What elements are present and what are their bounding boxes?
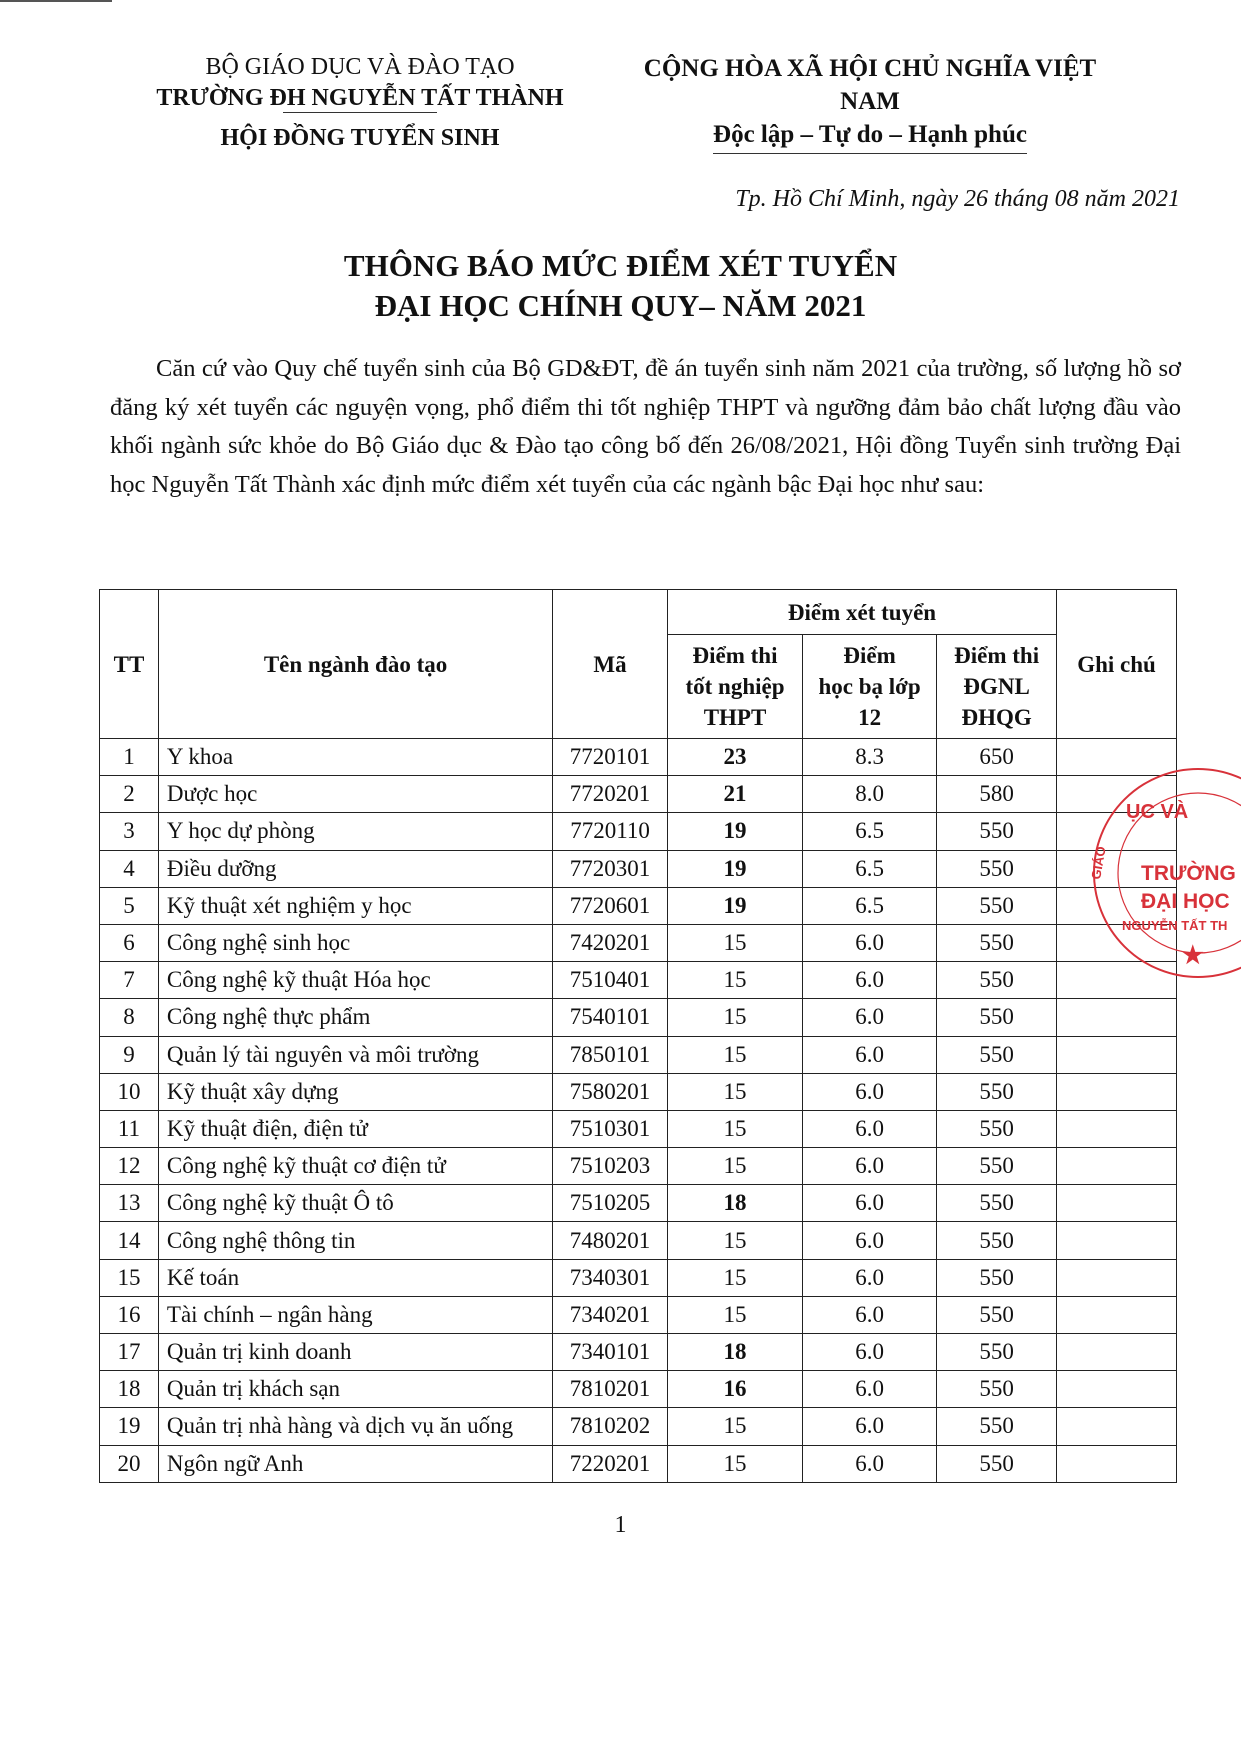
cell-dgnl-score: 550 [937,999,1057,1036]
cell-tt: 12 [100,1148,159,1185]
cell-thpt-score: 15 [667,1148,802,1185]
cell-program-name: Điều dưỡng [158,850,552,887]
cell-program-code: 7510203 [553,1148,668,1185]
cell-dgnl-score: 550 [937,1259,1057,1296]
cell-program-code: 7510205 [553,1185,668,1222]
cell-program-name: Công nghệ thực phẩm [158,999,552,1036]
cell-note [1057,1110,1177,1147]
cell-dgnl-score: 550 [937,1110,1057,1147]
title-line-2: ĐẠI HỌC CHÍNH QUY– NĂM 2021 [374,288,867,323]
cell-tt: 18 [100,1371,159,1408]
cell-program-code: 7540101 [553,999,668,1036]
cell-program-name: Y học dự phòng [158,813,552,850]
cell-thpt-score: 15 [667,1036,802,1073]
cell-thpt-score: 19 [667,813,802,850]
date-line: Tp. Hồ Chí Minh, ngày 26 tháng 08 năm 2021 [735,186,1180,212]
national-header [630,52,1110,154]
col-header-hocba-line: 12 [858,705,882,730]
cell-note [1057,1148,1177,1185]
cell-thpt-score: 15 [667,1073,802,1110]
cell-thpt-score: 19 [667,887,802,924]
cell-thpt-score: 15 [667,999,802,1036]
cell-thpt-score: 15 [667,924,802,961]
cell-thpt-score: 18 [667,1334,802,1371]
cell-program-code: 7510401 [553,962,668,999]
cell-note [1057,1185,1177,1222]
table-row [100,962,1177,999]
cell-tt: 5 [100,887,159,924]
cell-dgnl-score: 550 [937,850,1057,887]
cell-program-name: Dược học [158,776,552,813]
cell-note [1057,1408,1177,1445]
national-motto: Độc lập – Tự do – Hạnh phúc [713,118,1027,154]
cell-hocba-score: 6.0 [803,1110,937,1147]
cell-tt: 9 [100,1036,159,1073]
cell-program-name: Công nghệ sinh học [158,924,552,961]
table-row [100,850,1177,887]
col-header-name: Tên ngành đào tạo [158,590,552,739]
cell-tt: 3 [100,813,159,850]
cell-program-code: 7510301 [553,1110,668,1147]
seal-text-line-3: NGUYỄN TẤT TH [1122,918,1228,933]
cell-hocba-score: 6.0 [803,1334,937,1371]
cell-hocba-score: 6.0 [803,1408,937,1445]
cell-dgnl-score: 550 [937,1222,1057,1259]
col-header-note: Ghi chú [1057,590,1177,739]
council-name: HỘI ĐỒNG TUYỂN SINH [220,125,500,151]
col-header-thpt-line: Điểm thi [692,643,778,668]
cell-thpt-score: 15 [667,1296,802,1333]
cell-hocba-score: 6.5 [803,813,937,850]
cell-hocba-score: 6.0 [803,1073,937,1110]
cell-note [1057,1259,1177,1296]
cell-dgnl-score: 550 [937,1371,1057,1408]
cell-note [1057,1036,1177,1073]
col-header-tt: TT [100,590,159,739]
title-line-1: THÔNG BÁO MỨC ĐIỂM XÉT TUYỂN [343,248,898,283]
cell-thpt-score: 15 [667,1445,802,1482]
ministry-name: BỘ GIÁO DỤC VÀ ĐÀO TẠO [205,54,515,80]
cell-dgnl-score: 550 [937,1445,1057,1482]
cell-thpt-score: 15 [667,1259,802,1296]
table-row [100,1371,1177,1408]
table-row [100,1259,1177,1296]
col-header-dgnl-line: Điểm thi [954,643,1040,668]
cell-dgnl-score: 650 [937,739,1057,776]
cell-program-name: Kỹ thuật xét nghiệm y học [158,887,552,924]
cell-thpt-score: 15 [667,1408,802,1445]
cell-program-code: 7220201 [553,1445,668,1482]
cell-tt: 14 [100,1222,159,1259]
cell-program-name: Kế toán [158,1259,552,1296]
cell-note [1057,1445,1177,1482]
cell-program-code: 7340101 [553,1334,668,1371]
intro-paragraph: Căn cứ vào Quy chế tuyển sinh của Bộ GD&ĐT, đề án tuyển sinh năm 2021 của trường, số lượng hồ sơ đăng ký xét tuyển các nguyện vọng, phổ điểm thi tốt nghiệp THPT và ngưỡng đảm bảo chất lượng đầu vào khối ngành sức khỏe do Bộ Giáo dục & Đào tạo công bố đến 26/08/2021, Hội đồng Tuyển sinh trường Đại học Nguyễn Tất Thành xác định mức điểm xét tuyển của các ngành bậc Đại học như sau: [110,355,1181,498]
issuer-underline [283,112,437,113]
table-row [100,739,1177,776]
col-header-dgnl-line: ĐHQG [961,705,1032,730]
cell-note [1057,1296,1177,1333]
cell-thpt-score: 18 [667,1185,802,1222]
cell-hocba-score: 6.0 [803,924,937,961]
col-header-group: Điểm xét tuyển [667,590,1056,635]
table-row [100,999,1177,1036]
cell-program-name: Công nghệ kỹ thuật Ô tô [158,1185,552,1222]
cell-thpt-score: 15 [667,1110,802,1147]
cell-hocba-score: 6.0 [803,1036,937,1073]
cell-program-code: 7850101 [553,1036,668,1073]
cell-program-code: 7580201 [553,1073,668,1110]
table-row [100,1445,1177,1482]
cell-hocba-score: 6.0 [803,1371,937,1408]
cell-note [1057,1222,1177,1259]
scan-edge-line [0,0,112,2]
cell-tt: 1 [100,739,159,776]
table-row [100,1296,1177,1333]
table-row [100,1148,1177,1185]
cell-thpt-score: 23 [667,739,802,776]
cell-tt: 11 [100,1110,159,1147]
cell-dgnl-score: 580 [937,776,1057,813]
cell-hocba-score: 8.0 [803,776,937,813]
cell-thpt-score: 15 [667,962,802,999]
cell-note [1057,1073,1177,1110]
table-row [100,1408,1177,1445]
cell-program-name: Quản trị nhà hàng và dịch vụ ăn uống [158,1408,552,1445]
col-header-dgnl [937,635,1057,739]
page-number: 1 [614,1512,627,1538]
col-header-thpt-line: tốt nghiệp [685,674,785,699]
table-row [100,1185,1177,1222]
cell-program-code: 7720601 [553,887,668,924]
cell-thpt-score: 16 [667,1371,802,1408]
cell-tt: 19 [100,1408,159,1445]
cell-program-name: Quản trị khách sạn [158,1371,552,1408]
cell-thpt-score: 21 [667,776,802,813]
cell-tt: 20 [100,1445,159,1482]
cell-tt: 6 [100,924,159,961]
cell-hocba-score: 6.0 [803,1222,937,1259]
cell-hocba-score: 6.0 [803,1296,937,1333]
cell-program-code: 7810201 [553,1371,668,1408]
cell-program-name: Kỹ thuật điện, điện tử [158,1110,552,1147]
cell-hocba-score: 6.0 [803,962,937,999]
col-header-hocba [803,635,937,739]
col-header-thpt-line: THPT [703,705,767,730]
cell-program-name: Ngôn ngữ Anh [158,1445,552,1482]
cell-dgnl-score: 550 [937,1148,1057,1185]
cell-program-name: Quản lý tài nguyên và môi trường [158,1036,552,1073]
col-header-hocba-line: học bạ lớp [818,674,921,699]
issuer-block [140,52,580,154]
cell-tt: 15 [100,1259,159,1296]
cell-program-name: Tài chính – ngân hàng [158,1296,552,1333]
cell-program-name: Y khoa [158,739,552,776]
cell-tt: 8 [100,999,159,1036]
cell-tt: 10 [100,1073,159,1110]
table-row [100,887,1177,924]
cell-thpt-score: 19 [667,850,802,887]
cell-hocba-score: 6.5 [803,887,937,924]
cell-program-code: 7720201 [553,776,668,813]
seal-text-left: GIÁO [1088,845,1109,881]
cell-dgnl-score: 550 [937,813,1057,850]
cell-dgnl-score: 550 [937,887,1057,924]
cell-tt: 4 [100,850,159,887]
table-row [100,1110,1177,1147]
cell-program-code: 7420201 [553,924,668,961]
col-header-thpt [667,635,802,739]
cell-dgnl-score: 550 [937,1334,1057,1371]
seal-text-line-1: TRƯỜNG [1141,862,1236,885]
cell-program-name: Kỹ thuật xây dựng [158,1073,552,1110]
table-row [100,813,1177,850]
country-name: CỘNG HÒA XÃ HỘI CHỦ NGHĨA VIỆT NAM [643,55,1097,115]
cell-program-code: 7340201 [553,1296,668,1333]
table-row [100,1073,1177,1110]
table-row [100,924,1177,961]
cell-hocba-score: 8.3 [803,739,937,776]
table-row [100,1222,1177,1259]
university-name: TRƯỜNG ĐH NGUYỄN TẤT THÀNH [156,85,564,111]
cell-tt: 7 [100,962,159,999]
cell-program-code: 7720301 [553,850,668,887]
cell-program-name: Công nghệ kỹ thuật Hóa học [158,962,552,999]
table-body [100,739,1177,1483]
cell-dgnl-score: 550 [937,1296,1057,1333]
cell-dgnl-score: 550 [937,924,1057,961]
cell-program-code: 7720101 [553,739,668,776]
cell-dgnl-score: 550 [937,962,1057,999]
col-header-code: Mã [553,590,668,739]
cell-program-code: 7720110 [553,813,668,850]
document-title [0,246,1241,326]
seal-text-line-2: ĐẠI HỌC [1141,890,1230,913]
cell-dgnl-score: 550 [937,1073,1057,1110]
cell-dgnl-score: 550 [937,1408,1057,1445]
cell-program-name: Công nghệ thông tin [158,1222,552,1259]
cell-hocba-score: 6.0 [803,1185,937,1222]
cell-program-code: 7340301 [553,1259,668,1296]
cell-hocba-score: 6.5 [803,850,937,887]
table-row [100,776,1177,813]
cell-tt: 13 [100,1185,159,1222]
seal-star-icon: ★ [1182,942,1204,969]
cell-program-code: 7810202 [553,1408,668,1445]
cell-note [1057,1334,1177,1371]
school-seal-stamp [1086,760,1241,1010]
seal-text-top: ỤC VÀ [1126,801,1189,823]
cell-program-name: Quản trị kinh doanh [158,1334,552,1371]
table-row [100,1036,1177,1073]
cell-hocba-score: 6.0 [803,1445,937,1482]
cell-dgnl-score: 550 [937,1185,1057,1222]
cell-tt: 17 [100,1334,159,1371]
cell-hocba-score: 6.0 [803,1259,937,1296]
table-row [100,1334,1177,1371]
cell-note [1057,1371,1177,1408]
cell-dgnl-score: 550 [937,1036,1057,1073]
col-header-hocba-line: Điểm [843,643,896,668]
cell-hocba-score: 6.0 [803,999,937,1036]
cell-program-name: Công nghệ kỹ thuật cơ điện tử [158,1148,552,1185]
cell-hocba-score: 6.0 [803,1148,937,1185]
cell-tt: 2 [100,776,159,813]
cell-program-code: 7480201 [553,1222,668,1259]
cell-thpt-score: 15 [667,1222,802,1259]
cell-tt: 16 [100,1296,159,1333]
col-header-dgnl-line: ĐGNL [963,674,1030,699]
admission-score-table [99,589,1177,1483]
